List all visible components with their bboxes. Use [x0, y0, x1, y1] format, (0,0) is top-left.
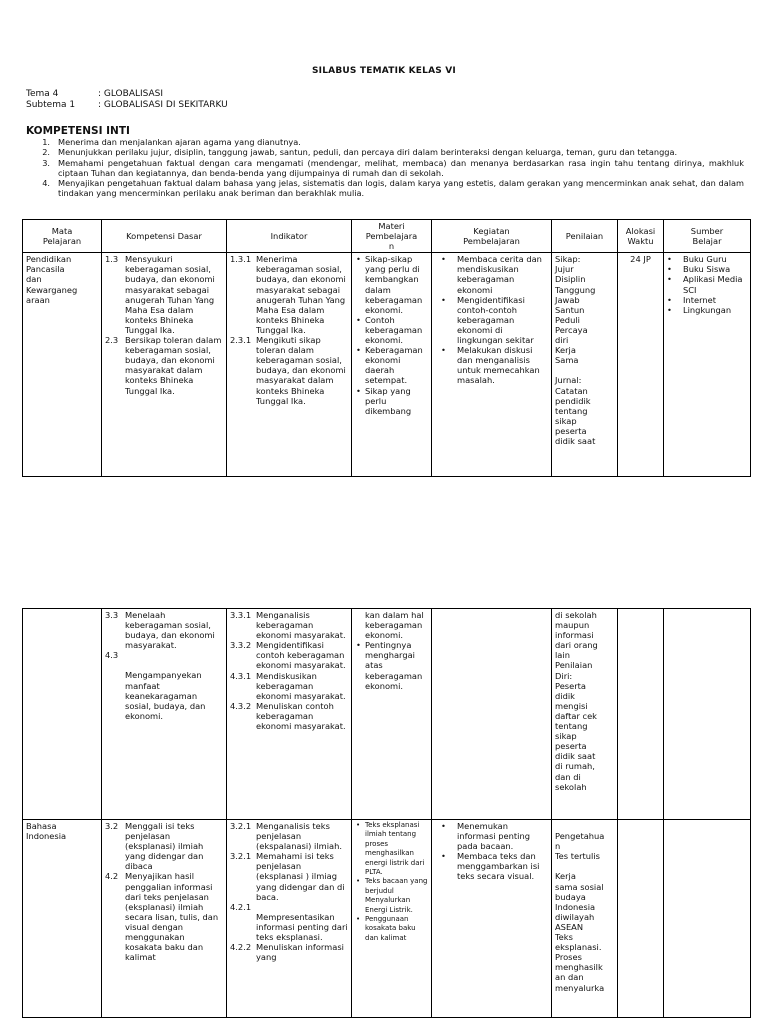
header-kegiatan: Kegiatan Pembelajaran	[432, 220, 552, 253]
meta-value: : GLOBALISASI DI SEKITARKU	[98, 100, 228, 110]
kd-item	[105, 650, 223, 660]
list-item: • Buku Guru	[683, 254, 747, 264]
kegiatan-list	[435, 254, 548, 385]
meta-key: Tema 4	[26, 89, 59, 99]
kd-item	[105, 821, 223, 871]
materi-list	[355, 821, 428, 943]
list-item: • Buku Siswa	[683, 264, 747, 274]
page-title: SILABUS TEMATIK KELAS VI	[312, 66, 456, 76]
indikator-text: Mempresentasikan informasi penting dari teks eksplanasi.	[256, 911, 348, 943]
item-text: Menunjukkan perilaku jujur, disiplin, tanggung jawab, santun, peduli, dan percaya diri dalam berinteraksi dengan keluarga, teman, guru dan tetangga.	[58, 147, 678, 158]
kegiatan-list	[435, 821, 548, 882]
meta-row-tema	[26, 89, 228, 100]
indikator-item	[230, 640, 348, 670]
item-number: 4.	[42, 178, 50, 189]
list-item	[26, 178, 744, 199]
list-item: • Membaca cerita dan mendiskusikan keberagaman ekonomi	[457, 254, 548, 294]
list-item: • Sikap yang perlu dikembang	[365, 386, 428, 416]
indikator-text: Menganalisis teks penjelasan (ekspalanasi) ilmiah.	[256, 821, 343, 852]
materi-list	[355, 640, 428, 690]
indikator-item	[230, 610, 348, 640]
table-row	[23, 609, 751, 820]
kd-item	[105, 335, 223, 396]
cell-sumber	[664, 609, 751, 820]
header-kompetensi-dasar: Kompetensi Dasar	[102, 220, 227, 253]
meta-value: : GLOBALISASI	[98, 89, 164, 99]
cell-subject: Pendidikan Pancasila dan Kewarganeg araan	[23, 253, 102, 477]
item-number: 2.	[42, 147, 50, 158]
kd-number: 1.3	[105, 254, 119, 265]
list-item: • Aplikasi Media SCI	[683, 274, 747, 294]
kd-number: 3.3	[105, 610, 119, 620]
indikator-item	[230, 335, 348, 406]
kompetensi-inti-list	[26, 137, 744, 199]
item-text: Memahami pengetahuan faktual dengan cara mengamati (mendengar, melihat, membaca) dan menanya berdasarkan rasa ingin tahu tentang dirinya, makhluk ciptaan Tuhan dan kegiatannya, dan benda-benda yang dijumpainya di rumah dan di sekolah.	[58, 157, 744, 178]
cell-kompetensi-dasar	[102, 253, 227, 477]
indikator-number: 4.3.1	[230, 670, 252, 681]
header-sumber: Sumber Belajar	[664, 220, 751, 253]
cell-alokasi: 24 JP	[618, 253, 664, 477]
indikator-number	[230, 912, 256, 942]
indikator-number: 4.3.2	[230, 700, 252, 711]
list-item: • Teks bacaan yang berjudul Menyalurkan Energi Listrik.	[365, 877, 428, 915]
sumber-list	[667, 254, 747, 315]
cell-kompetensi-dasar	[102, 820, 227, 1018]
list-item: • Melakukan diskusi dan menganalisis untuk memecahkan masalah.	[457, 345, 548, 385]
cell-indikator	[227, 820, 352, 1018]
cell-kegiatan	[432, 253, 552, 477]
list-item: • Membaca teks dan menggambarkan isi teks secara visual.	[457, 851, 548, 881]
kd-text	[125, 650, 223, 660]
kd-number: 2.3	[105, 335, 119, 346]
indikator-number: 2.3.1	[230, 335, 252, 346]
indikator-text: Mendiskusikan keberagaman ekonomi masyarakat.	[256, 670, 346, 701]
cell-materi	[352, 609, 432, 820]
list-item: • Pentingnya menghargai atas keberagaman ekonomi.	[365, 640, 428, 690]
meta-row-subtema	[26, 100, 228, 111]
kd-item	[105, 670, 223, 720]
list-item	[26, 158, 744, 179]
kd-text: Menelaah keberagaman sosial, budaya, dan ekonomi masyarakat.	[125, 610, 215, 651]
kd-text: Menyajikan hasil penggalian informasi dari teks penjelasan (eksplanasi) ilmiah secara lisan, tulis, dan visual dengan menggunakan kosakata baku dan kalimat	[125, 871, 219, 963]
indikator-number: 4.2.2	[230, 942, 252, 953]
kd-text: Menggali isi teks penjelasan (eksplanasi) ilmiah yang didengar dan dibaca	[125, 821, 204, 872]
kd-item	[105, 610, 223, 650]
list-item: • Menemukan informasi penting pada bacaan.	[457, 821, 548, 851]
cell-kegiatan	[432, 820, 552, 1018]
cell-subject: Bahasa Indonesia	[23, 820, 102, 1018]
header-alokasi: Alokasi Waktu	[618, 220, 664, 253]
meta-block	[26, 89, 228, 111]
list-item: • Internet	[683, 295, 747, 305]
indikator-number: 3.2.1	[230, 821, 252, 831]
header-materi: Materi Pembelajara n	[352, 220, 432, 253]
item-text: Menyajikan pengetahuan faktual dalam bahasa yang jelas, sistematis dan logis, dalam karya yang estetis, dalam gerakan yang mencerminkan anak sehat, dan dalam tindakan yang mencerminkan perilaku anak beriman dan berakhlak mulia.	[58, 178, 744, 199]
cell-sumber	[664, 253, 751, 477]
kd-text: Bersikap toleran dalam keberagaman sosial, budaya, dan ekonomi masyarakat dalam konteks Bhineka Tunggal Ika.	[125, 335, 222, 396]
indikator-item	[230, 701, 348, 731]
table-header-row	[23, 220, 751, 253]
table-row	[23, 253, 751, 477]
list-item: • Lingkungan	[683, 305, 747, 315]
indikator-text: Mengikuti sikap toleran dalam keberagaman sosial, budaya, dan ekonomi masyarakat dalam konteks Bhineka Tunggal Ika.	[256, 335, 346, 406]
indikator-text	[256, 902, 348, 912]
indikator-number: 3.2.1	[230, 851, 252, 862]
cell-sumber	[664, 820, 751, 1018]
indikator-text: Mengidentifikasi contoh keberagaman ekonomi masyarakat.	[256, 640, 346, 671]
list-item: • Mengidentifikasi contoh-contoh keberagaman ekonomi di lingkungan sekitar	[457, 295, 548, 345]
cell-penilaian: di sekolah maupun informasi dari orang lain Penilaian Diri: Peserta didik mengisi daftar cek tentang sikap peserta didik saat di rumah, dan di sekolah	[552, 609, 618, 820]
indikator-item	[230, 912, 348, 942]
indikator-text: Memahami isi teks penjelasan (eksplanasi ) ilmiag yang didengar dan di baca.	[256, 851, 345, 902]
syllabus-table-part2	[22, 608, 751, 1018]
kd-number: 4.2	[105, 871, 119, 882]
materi-list	[355, 254, 428, 416]
cell-subject	[23, 609, 102, 820]
list-item: • Penggunaan kosakata baku dan kalimat	[365, 915, 428, 943]
header-indikator: Indikator	[227, 220, 352, 253]
indikator-number: 3.3.1	[230, 610, 252, 620]
cell-penilaian: Pengetahua n Tes tertulis Kerja sama sosial budaya Indonesia diwilayah ASEAN Teks eksplanasi. Proses menghasilk an dan menyalurka	[552, 820, 618, 1018]
kd-number: 4.3	[105, 650, 119, 661]
list-item: • Sikap-sikap yang perlu di kembangkan dalam keberagaman ekonomi.	[365, 254, 428, 315]
list-item: • Keberagaman ekonomi daerah setempat.	[365, 345, 428, 385]
item-text: Menerima dan menjalankan ajaran agama yang dianutnya.	[58, 137, 301, 147]
list-item	[26, 147, 744, 157]
header-mata-pelajaran: Mata Pelajaran	[23, 220, 102, 253]
cell-kegiatan	[432, 609, 552, 820]
cell-alokasi	[618, 609, 664, 820]
indikator-number: 4.2.1	[230, 901, 252, 912]
kd-number: 3.2	[105, 821, 119, 831]
cell-indikator	[227, 609, 352, 820]
item-number: 3.	[42, 157, 50, 168]
indikator-item	[230, 671, 348, 701]
indikator-number: 1.3.1	[230, 254, 252, 265]
cell-kompetensi-dasar	[102, 609, 227, 820]
indikator-text: Menganalisis keberagaman ekonomi masyarakat.	[256, 610, 346, 641]
indikator-text: Menuliskan contoh keberagaman ekonomi masyarakat.	[256, 700, 346, 732]
kd-number	[105, 670, 125, 720]
indikator-item	[230, 254, 348, 335]
kd-text: Mensyukuri keberagaman sosial, budaya, dan ekonomi masyarakat sebagai anugerah Tuhan Yang Maha Esa dalam konteks Bhineka Tunggal Ika.	[125, 254, 215, 335]
indikator-item	[230, 851, 348, 901]
materi-continuation: kan dalam hal keberagaman ekonomi.	[365, 610, 424, 641]
cell-indikator	[227, 253, 352, 477]
indikator-item	[230, 902, 348, 912]
item-number: 1.	[42, 137, 50, 147]
list-item: • Contoh keberagaman ekonomi.	[365, 315, 428, 345]
header-penilaian: Penilaian	[552, 220, 618, 253]
kd-item	[105, 871, 223, 962]
cell-alokasi	[618, 820, 664, 1018]
indikator-text: Menerima keberagaman sosial, budaya, dan ekonomi masyarakat sebagai anugerah Tuhan Yang Maha Esa dalam konteks Bhineka Tunggal Ika.	[256, 254, 346, 335]
cell-materi	[352, 820, 432, 1018]
indikator-number: 3.3.2	[230, 640, 252, 651]
indikator-item	[230, 821, 348, 851]
table-row	[23, 820, 751, 1018]
kd-item	[105, 254, 223, 335]
list-item	[26, 137, 744, 147]
cell-penilaian: Sikap: Jujur Disiplin Tanggung Jawab Santun Peduli Percaya diri Kerja Sama Jurnal: Catatan pendidik tentang sikap peserta didik saat	[552, 253, 618, 477]
syllabus-table-part1	[22, 219, 751, 477]
indikator-item	[230, 942, 348, 962]
meta-key: Subtema 1	[26, 100, 76, 110]
list-item: • Teks eksplanasi ilmiah tentang proses menghasilkan energi listrik dari PLTA.	[365, 821, 428, 877]
indikator-text: Menuliskan informasi yang	[256, 942, 344, 963]
kompetensi-inti-heading: KOMPETENSI INTI	[26, 125, 130, 137]
cell-materi	[352, 253, 432, 477]
kd-text: Mengampanyekan manfaat keanekaragaman sosial, budaya, dan ekonomi.	[125, 670, 206, 721]
